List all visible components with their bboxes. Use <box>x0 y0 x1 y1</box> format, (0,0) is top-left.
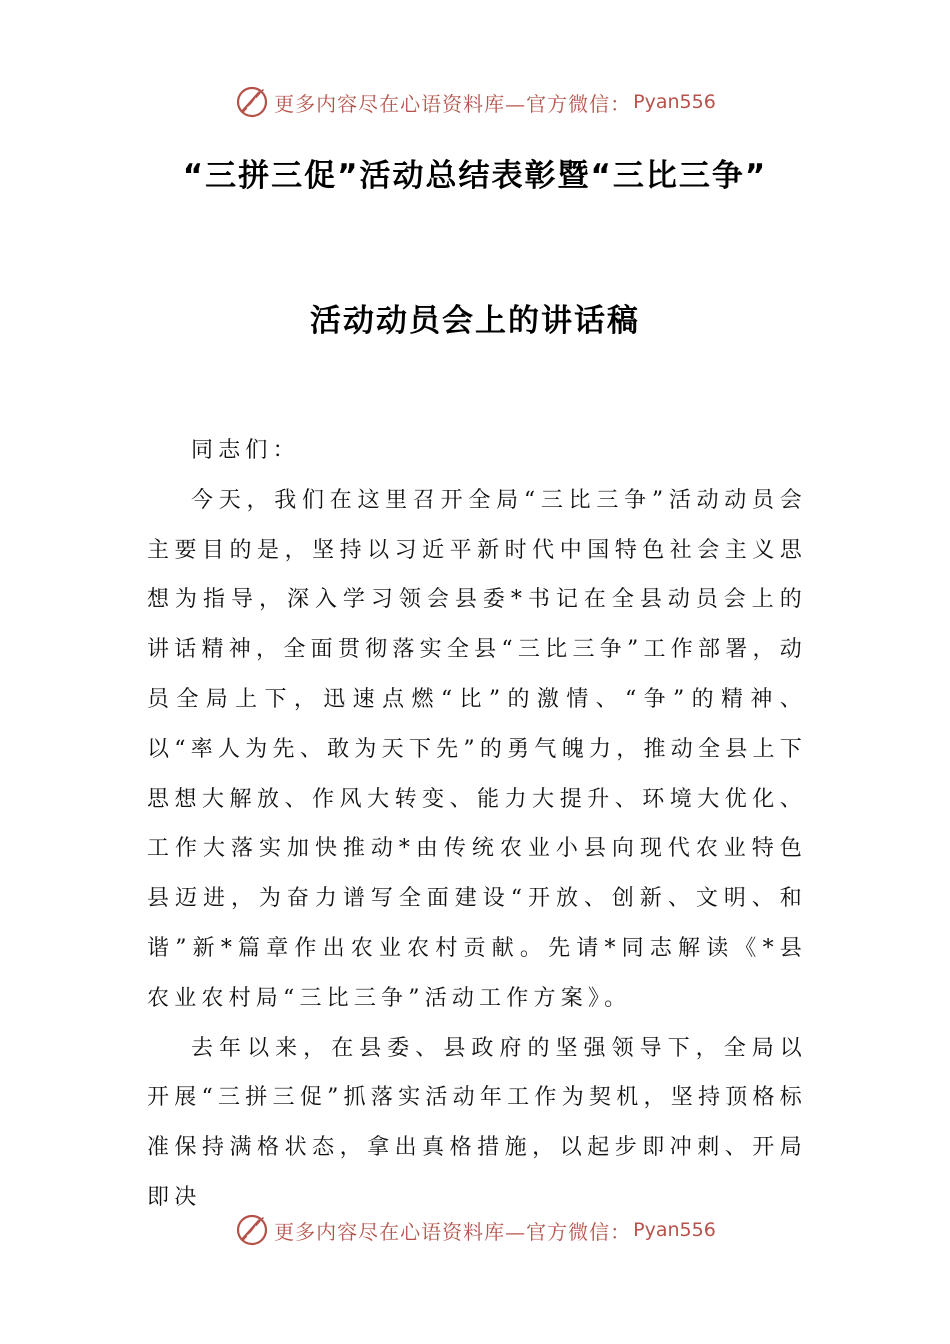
pen-logo-icon <box>234 84 270 120</box>
footer-banner <box>0 1210 950 1250</box>
paragraph-2: 去年以来，在县委、县政府的坚强领导下，全局以开展“三拼三促”抓落实活动年工作为契机，坚持顶格标准保持满格状态，拿出真格措施，以起步即冲刺、开局即决 <box>147 1035 807 1210</box>
pen-logo-icon <box>234 1212 270 1248</box>
banner-text: 更多内容尽在心语资料库—官方微信： <box>274 1219 632 1244</box>
wechat-id: Pyan556 <box>633 1219 716 1241</box>
banner-text: 更多内容尽在心语资料库—官方微信： <box>274 91 632 116</box>
paragraph-1: 今天，我们在这里召开全局“三比三争”活动动员会主要目的是，坚持以习近平新时代中国特色社会主义思想为指导，深入学习领会县委*书记在全县动员会上的讲话精神，全面贯彻落实全县“三比三争”工作部署，动员全局上下，迅速点燃“比”的激情、“争”的精神、以“率人为先、敢为天下先”的勇气魄力，推动全县上下思想大解放、作风大转变、能力大提升、环境大优化、工作大落实加快推动*由传统农业小县向现代农业特色县迈进，为奋力谱写全面建设“开放、创新、文明、和谐”新*篇章作出农业农村贡献。先请*同志解读《*县农业农村局“三比三争”活动工作方案》。 <box>147 487 807 1011</box>
document-body <box>147 426 807 1223</box>
document-title-line-1: “三拼三促”活动总结表彰暨“三比三争” <box>182 158 768 194</box>
wechat-id: Pyan556 <box>633 91 716 113</box>
document-title-line-2: 活动动员会上的讲话稿 <box>310 303 640 339</box>
header-banner <box>0 82 950 122</box>
salutation: 同志们： <box>191 438 300 463</box>
